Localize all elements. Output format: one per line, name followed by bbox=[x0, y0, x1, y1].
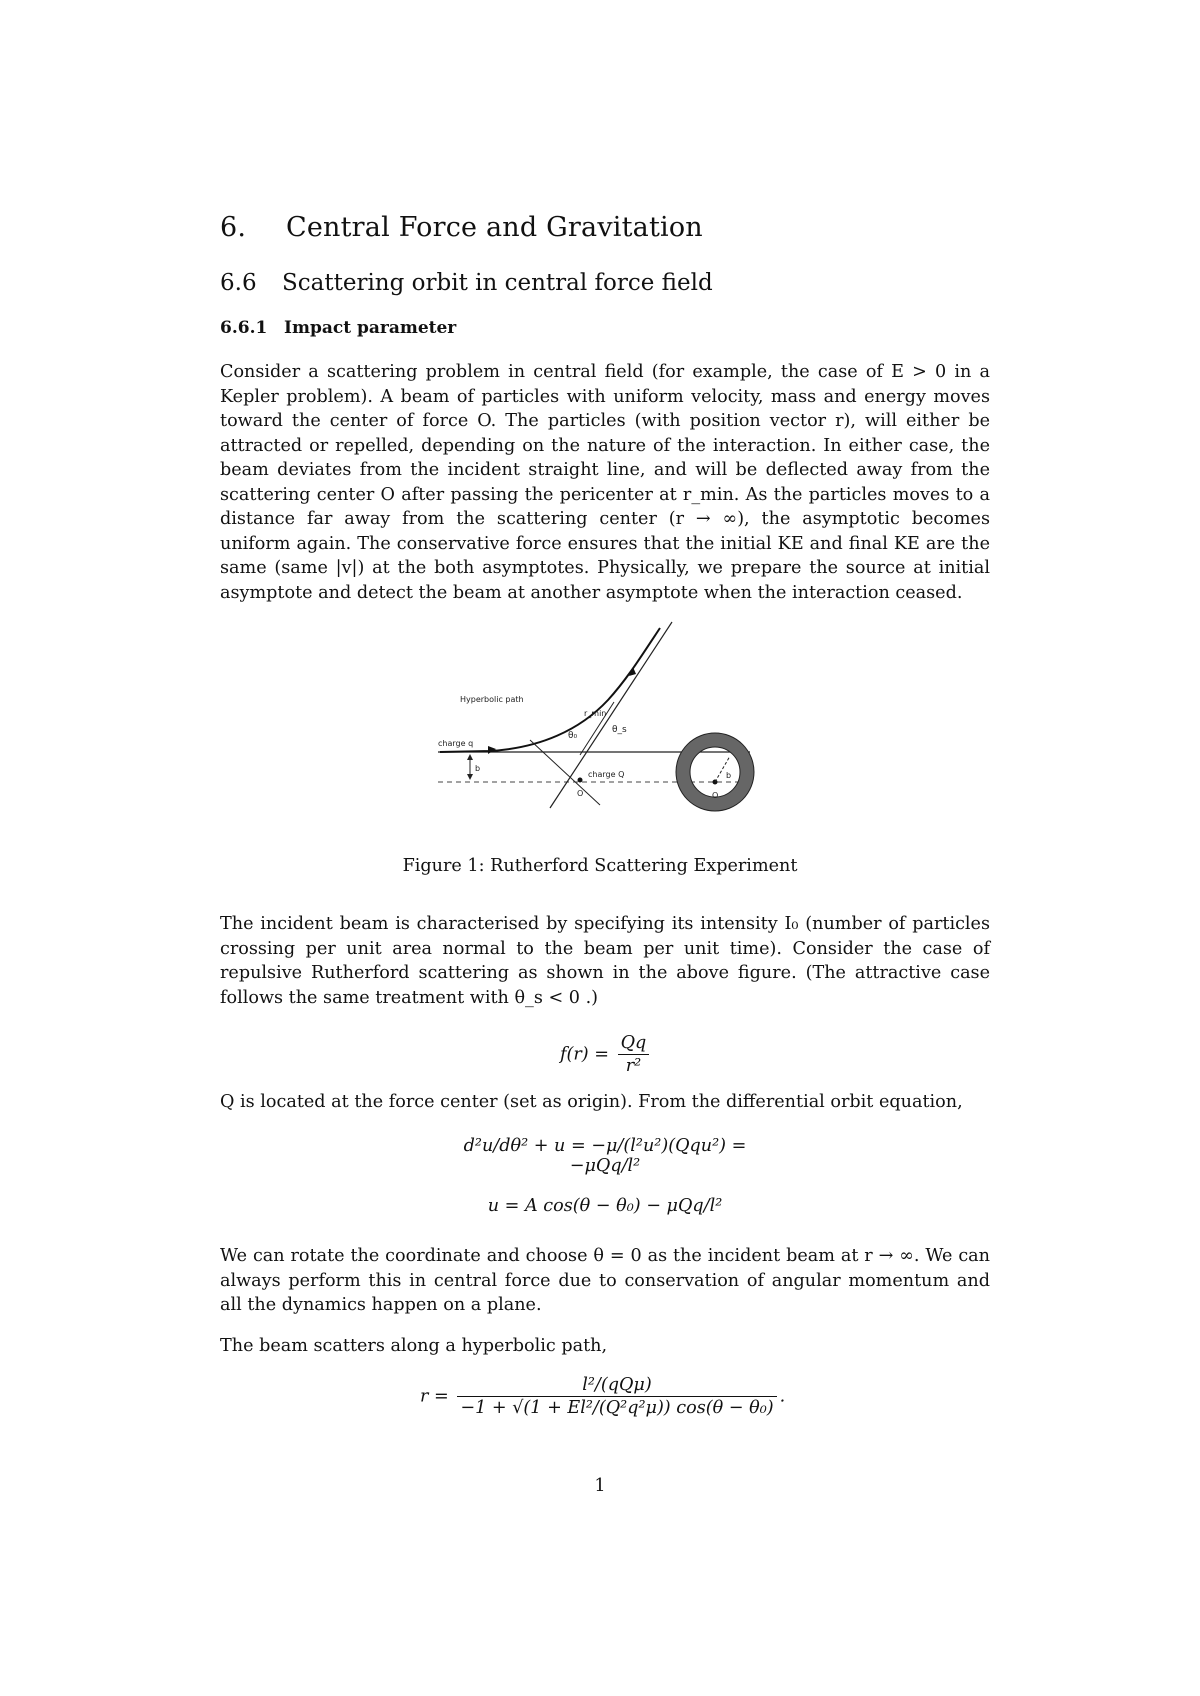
section-heading bbox=[220, 270, 713, 296]
section-number: 6.6 bbox=[220, 270, 257, 296]
label-O: O bbox=[577, 789, 584, 798]
subsection-heading bbox=[220, 318, 456, 338]
equation-force-numerator: Qq bbox=[620, 1033, 647, 1053]
page-number: 1 bbox=[594, 1476, 606, 1496]
chapter-number: 6. bbox=[220, 212, 247, 243]
paragraph-rotation: We can rotate the coordinate and choose θ = 0 as the incident beam at r → ∞. We can always perform this in central force due to conservation of angular momentum and all the dynamics happen on a plane. bbox=[220, 1246, 990, 1315]
equation-hyperbola-denominator: −1 + √(1 + El²/(Q²q²μ)) cos(θ − θ₀) bbox=[457, 1396, 776, 1419]
equation-force-lhs: f(r) = bbox=[560, 1044, 609, 1065]
paragraph-hyperbolic: The beam scatters along a hyperbolic path, bbox=[220, 1336, 608, 1356]
equation-force bbox=[560, 1032, 652, 1077]
equation-force-denominator: r² bbox=[618, 1054, 650, 1077]
equation-hyperbola-fraction bbox=[457, 1374, 776, 1419]
figure-caption: Figure 1: Rutherford Scattering Experiment bbox=[402, 856, 798, 876]
paragraph-force-center: Q is located at the force center (set as origin). From the differential orbit equation, bbox=[220, 1092, 963, 1112]
outgoing-asymptote bbox=[550, 622, 672, 808]
subsection-number: 6.6.1 bbox=[220, 318, 268, 338]
label-b: b bbox=[475, 764, 481, 773]
equation-orbit-2: u = A cos(θ − θ₀) − μQq/l² bbox=[487, 1196, 723, 1216]
label-rmin: r_min bbox=[584, 709, 607, 718]
chapter-heading bbox=[220, 212, 703, 243]
chapter-title: Central Force and Gravitation bbox=[286, 212, 703, 243]
label-hyperbolic-path: Hyperbolic path bbox=[460, 695, 524, 704]
subsection-title: Impact parameter bbox=[284, 318, 457, 338]
rutherford-figure bbox=[430, 620, 850, 830]
equation-hyperbola-numerator: l²/(qQμ) bbox=[582, 1375, 652, 1395]
paragraph-intro: Consider a scattering problem in central field (for example, the case of E > 0 in a Kepler problem). A beam of particles with uniform velocity, mass and energy moves toward the center of force O. The particles (with position vector r), will either be attracted or repelled, depending on the nature of the interaction. In either case, the beam deviates from the incident straight line, and will be deflected away from the scattering center O after passing the pericenter at r_min. As the particles moves to a distance far away from the scattering center (r → ∞), the asymptotic becomes uniform again. The conservative force ensures that the initial KE and final KE are the same (same |v|) at the both asymptotes. Physically, we prepare the source at initial asymptote and detect the beam at another asymptote when the interaction ceased. bbox=[220, 362, 990, 603]
label-theta-s: θ_s bbox=[612, 725, 627, 735]
equation-hyperbola: r = $\frac{\text{l²/(qQμ)}}{\text{−1 + √(1 + El²/(Q²q²μ)) cos(θ − θ₀)}}$ . bbox=[420, 1375, 786, 1418]
label-charge-Q: charge Q bbox=[588, 770, 625, 779]
equation-force-fraction bbox=[618, 1032, 650, 1077]
label-O-target: O bbox=[712, 791, 719, 800]
label-theta0: θ₀ bbox=[568, 731, 578, 741]
equation-orbit-1: d²u/dθ² + u = −μ/(l²u²)(Qqu²) = −μQq/l² bbox=[463, 1136, 747, 1176]
label-b-target: b bbox=[726, 771, 732, 780]
section-title: Scattering orbit in central force field bbox=[282, 270, 713, 296]
paragraph-beam-intensity: The incident beam is characterised by specifying its intensity I₀ (number of particles crossing per unit area normal to the beam per unit time). Consider the case of repulsive Rutherford scattering as shown in the above figure. (The attractive case follows the same treatment with θ_s < 0 .) bbox=[220, 914, 990, 1008]
charge-Q-point bbox=[578, 778, 583, 783]
label-charge-q: charge q bbox=[438, 739, 474, 748]
equation-hyperbola-lhs: r = bbox=[420, 1386, 449, 1407]
